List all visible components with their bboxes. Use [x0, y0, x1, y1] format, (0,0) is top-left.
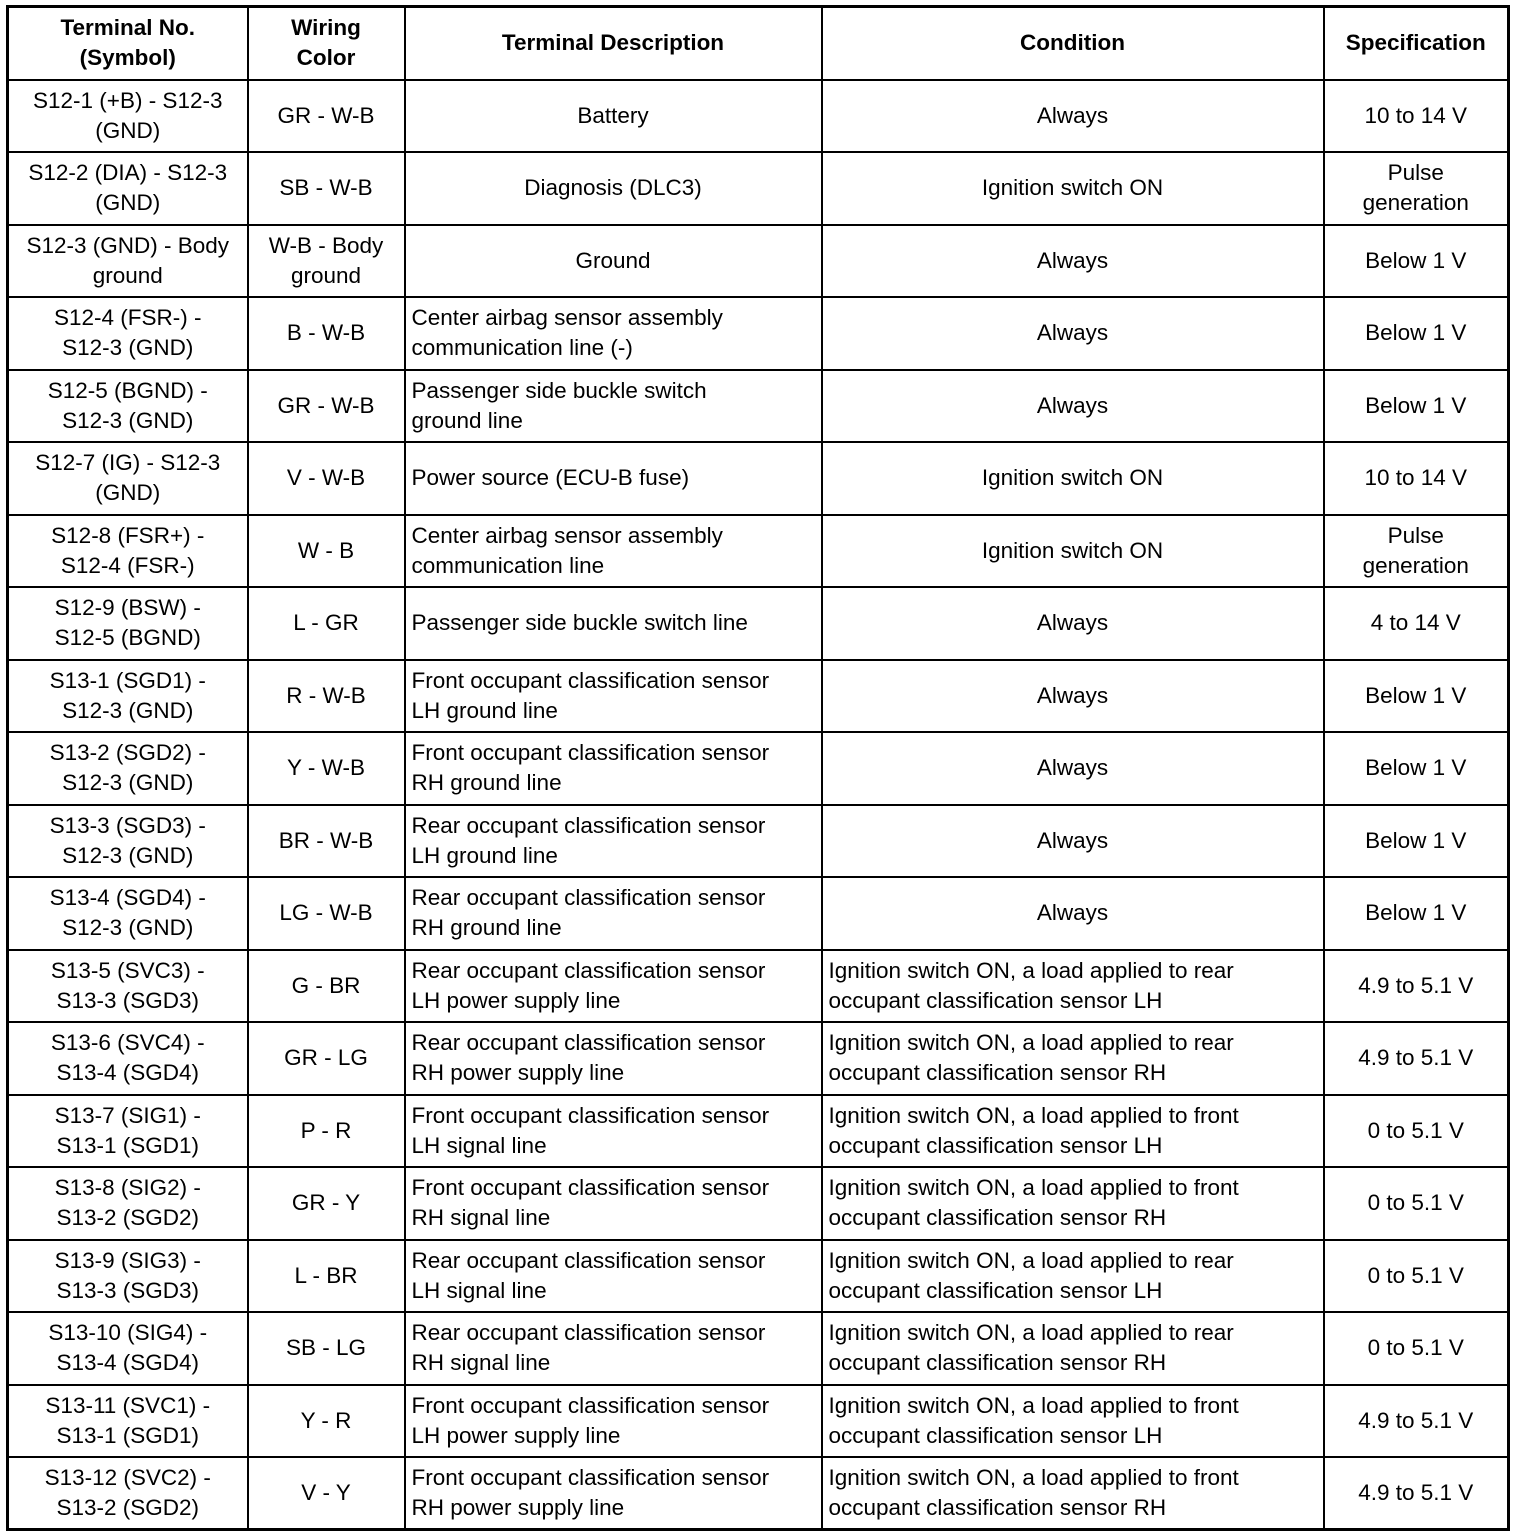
wiring-color-cell — [248, 152, 405, 225]
description-cell — [405, 297, 822, 370]
condition-cell-text: Always — [1036, 900, 1109, 926]
condition-cell — [822, 370, 1324, 443]
table-row — [8, 1095, 1509, 1168]
description-cell-text: Front occupant classification sensor LH ground line — [411, 667, 770, 723]
terminal-cell — [8, 950, 248, 1023]
wiring-color-cell — [248, 587, 405, 660]
wiring-color-cell — [248, 1312, 405, 1385]
terminal-cell — [8, 225, 248, 298]
description-cell — [405, 1167, 822, 1240]
table-row — [8, 732, 1509, 805]
wiring-color-cell-text: G - BR — [291, 972, 361, 998]
wiring-color-cell-text: L - BR — [294, 1262, 358, 1288]
description-cell-text: Rear occupant classification sensor RH signal line — [411, 1320, 766, 1376]
terminal-cell — [8, 587, 248, 660]
header-terminal-description: Terminal Description — [405, 7, 822, 80]
condition-cell-text: Ignition switch ON, a load applied to rear occupant classification sensor LH — [828, 1247, 1234, 1303]
condition-cell-text: Ignition switch ON, a load applied to front occupant classification sensor LH — [828, 1102, 1239, 1158]
specification-cell-text: 0 to 5.1 V — [1367, 1335, 1464, 1361]
specification-cell-text: 10 to 14 V — [1364, 465, 1468, 491]
specification-cell — [1324, 732, 1509, 805]
condition-cell — [822, 297, 1324, 370]
condition-cell — [822, 877, 1324, 950]
terminal-cell-text: S13-12 (SVC2) - S13-2 (SGD2) — [44, 1465, 211, 1520]
condition-cell — [822, 1457, 1324, 1530]
wiring-color-cell — [248, 950, 405, 1023]
wiring-color-cell — [248, 732, 405, 805]
wiring-color-cell-text: SB - W-B — [279, 175, 373, 201]
wiring-color-cell-text: V - Y — [301, 1480, 351, 1505]
table-row — [8, 1167, 1509, 1240]
terminal-cell — [8, 152, 248, 225]
condition-cell-text: Ignition switch ON — [981, 175, 1164, 201]
specification-cell-text: Pulse generation — [1362, 522, 1469, 578]
table-row — [8, 225, 1509, 298]
condition-cell-text: Always — [1036, 755, 1109, 781]
terminal-cell-text: S13-5 (SVC3) - S13-3 (SGD3) — [50, 957, 205, 1013]
specification-cell-text: Below 1 V — [1365, 755, 1467, 781]
description-cell — [405, 1095, 822, 1168]
condition-cell — [822, 1385, 1324, 1458]
terminal-cell — [8, 732, 248, 805]
description-cell-text: Rear occupant classification sensor LH ground line — [411, 812, 766, 868]
description-cell-text: Passenger side buckle switch line — [411, 610, 748, 636]
description-cell — [405, 1022, 822, 1095]
description-cell-text: Front occupant classification sensor RH signal line — [411, 1175, 770, 1231]
table-row — [8, 805, 1509, 878]
header-specification: Specification — [1324, 7, 1509, 80]
specification-cell — [1324, 80, 1509, 153]
wiring-color-cell-text: GR - Y — [291, 1190, 361, 1216]
terminal-cell-text: S12-7 (IG) - S12-3 (GND) — [35, 450, 221, 506]
terminal-cell-text: S13-3 (SGD3) - S12-3 (GND) — [49, 812, 206, 868]
specification-cell-text: 4.9 to 5.1 V — [1358, 1045, 1474, 1071]
specification-cell-text: Below 1 V — [1365, 682, 1467, 708]
specification-cell — [1324, 1167, 1509, 1240]
description-cell-text: Front occupant classification sensor LH signal line — [411, 1102, 770, 1158]
wiring-color-cell — [248, 1022, 405, 1095]
wiring-color-cell — [248, 1385, 405, 1458]
description-cell-text: Battery — [577, 102, 649, 128]
description-cell — [405, 732, 822, 805]
header-row — [8, 7, 1509, 80]
table-row — [8, 152, 1509, 225]
description-cell-text: Power source (ECU-B fuse) — [411, 465, 690, 491]
specification-cell — [1324, 1457, 1509, 1530]
table-row — [8, 515, 1509, 588]
terminal-cell — [8, 1240, 248, 1313]
specification-cell — [1324, 1240, 1509, 1313]
wiring-color-cell-text: BR - W-B — [278, 827, 374, 853]
wiring-color-cell-text: Y - W-B — [287, 755, 365, 781]
table-row — [8, 297, 1509, 370]
condition-cell-text: Ignition switch ON, a load applied to front occupant classification sensor RH — [828, 1175, 1239, 1231]
condition-cell-text: Ignition switch ON, a load applied to rear occupant classification sensor LH — [828, 957, 1234, 1013]
header-terminal: Terminal No. (Symbol) — [8, 7, 248, 80]
wiring-color-cell — [248, 297, 405, 370]
description-cell — [405, 442, 822, 515]
description-cell — [405, 1312, 822, 1385]
condition-cell-text: Always — [1036, 610, 1109, 636]
terminal-cell-text: S12-3 (GND) - Body ground — [26, 232, 230, 288]
wiring-color-cell-text: L - GR — [293, 610, 359, 636]
table-row — [8, 950, 1509, 1023]
description-cell-text: Rear occupant classification sensor LH signal line — [411, 1247, 766, 1303]
wiring-color-cell — [248, 1457, 405, 1530]
wiring-color-cell-text: LG - W-B — [279, 900, 373, 926]
wiring-color-cell-text: B - W-B — [286, 320, 366, 346]
specification-cell — [1324, 950, 1509, 1023]
description-cell-text: Diagnosis (DLC3) — [524, 175, 702, 201]
terminal-cell-text: S12-9 (BSW) - S12-5 (BGND) — [54, 595, 201, 651]
condition-cell — [822, 80, 1324, 153]
specification-cell — [1324, 297, 1509, 370]
table-row — [8, 442, 1509, 515]
description-cell — [405, 152, 822, 225]
terminal-cell — [8, 1167, 248, 1240]
description-cell-text: Front occupant classification sensor RH power supply line — [411, 1465, 770, 1520]
specification-cell-text: Below 1 V — [1365, 247, 1467, 273]
terminal-cell-text: S12-2 (DIA) - S12-3 (GND) — [28, 160, 228, 216]
table-row — [8, 370, 1509, 443]
description-cell-text: Rear occupant classification sensor LH power supply line — [411, 957, 766, 1013]
wiring-color-cell — [248, 1095, 405, 1168]
condition-cell — [822, 515, 1324, 588]
specification-cell-text: 4 to 14 V — [1370, 610, 1461, 636]
condition-cell — [822, 587, 1324, 660]
terminal-cell-text: S12-8 (FSR+) - S12-4 (FSR-) — [51, 522, 205, 578]
condition-cell-text: Always — [1036, 320, 1109, 346]
wiring-color-cell-text: R - W-B — [286, 682, 366, 708]
specification-cell — [1324, 370, 1509, 443]
terminal-cell-text: S13-8 (SIG2) - S13-2 (SGD2) — [54, 1175, 201, 1231]
condition-cell — [822, 1022, 1324, 1095]
specification-cell — [1324, 1385, 1509, 1458]
terminal-cell-text: S13-6 (SVC4) - S13-4 (SGD4) — [50, 1030, 205, 1086]
description-cell — [405, 877, 822, 950]
description-cell-text: Rear occupant classification sensor RH power supply line — [411, 1030, 766, 1086]
header-condition: Condition — [822, 7, 1324, 80]
specification-cell-text: 0 to 5.1 V — [1367, 1190, 1464, 1216]
terminal-cell-text: S13-1 (SGD1) - S12-3 (GND) — [49, 667, 206, 723]
terminal-cell-text: S13-9 (SIG3) - S13-3 (SGD3) — [54, 1247, 201, 1303]
specification-cell — [1324, 515, 1509, 588]
description-cell — [405, 80, 822, 153]
description-cell — [405, 515, 822, 588]
specification-cell-text: Below 1 V — [1365, 900, 1467, 926]
terminal-cell-text: S13-10 (SIG4) - S13-4 (SGD4) — [48, 1320, 208, 1376]
wiring-color-cell-text: W-B - Body ground — [268, 232, 384, 288]
specification-cell-text: 4.9 to 5.1 V — [1358, 972, 1474, 998]
description-cell — [405, 225, 822, 298]
wiring-color-cell — [248, 80, 405, 153]
table-row — [8, 1385, 1509, 1458]
table-row — [8, 1022, 1509, 1095]
table-row — [8, 1312, 1509, 1385]
wiring-color-cell — [248, 225, 405, 298]
description-cell — [405, 1240, 822, 1313]
wiring-color-cell-text: GR - W-B — [277, 392, 375, 418]
terminal-cell — [8, 805, 248, 878]
description-cell-text: Front occupant classification sensor RH ground line — [411, 740, 770, 796]
condition-cell — [822, 1312, 1324, 1385]
condition-cell-text: Always — [1036, 827, 1109, 853]
wiring-color-cell — [248, 877, 405, 950]
description-cell-text: Passenger side buckle switch ground line — [411, 377, 707, 433]
terminal-cell — [8, 80, 248, 153]
condition-cell — [822, 442, 1324, 515]
specification-cell-text: 4.9 to 5.1 V — [1358, 1480, 1474, 1505]
specification-cell — [1324, 1312, 1509, 1385]
wiring-color-cell-text: Y - R — [300, 1407, 352, 1433]
condition-cell-text: Ignition switch ON, a load applied to rear occupant classification sensor RH — [828, 1320, 1234, 1376]
terminal-cell-text: S12-4 (FSR-) - S12-3 (GND) — [53, 305, 202, 361]
terminal-cell — [8, 1385, 248, 1458]
specification-cell-text: Below 1 V — [1365, 827, 1467, 853]
wiring-color-cell — [248, 660, 405, 733]
terminal-cell-text: S13-2 (SGD2) - S12-3 (GND) — [49, 740, 206, 796]
description-cell — [405, 370, 822, 443]
condition-cell — [822, 1095, 1324, 1168]
description-cell — [405, 1385, 822, 1458]
wiring-color-cell-text: P - R — [300, 1117, 352, 1143]
specification-cell-text: Below 1 V — [1365, 320, 1467, 346]
header-wiring-color: Wiring Color — [248, 7, 405, 80]
condition-cell — [822, 152, 1324, 225]
terminal-cell-text: S12-5 (BGND) - S12-3 (GND) — [47, 377, 208, 433]
table-row — [8, 587, 1509, 660]
table-row — [8, 1457, 1509, 1530]
condition-cell-text: Always — [1036, 247, 1109, 273]
specification-cell-text: 10 to 14 V — [1364, 102, 1468, 128]
terminal-cell — [8, 370, 248, 443]
table-row — [8, 80, 1509, 153]
specification-cell — [1324, 660, 1509, 733]
terminal-cell — [8, 515, 248, 588]
condition-cell-text: Ignition switch ON, a load applied to rear occupant classification sensor RH — [828, 1030, 1234, 1086]
wiring-color-cell-text: SB - LG — [285, 1335, 367, 1361]
specification-cell — [1324, 152, 1509, 225]
terminal-cell — [8, 1095, 248, 1168]
wiring-color-cell — [248, 515, 405, 588]
condition-cell-text: Ignition switch ON, a load applied to front occupant classification sensor RH — [828, 1465, 1239, 1520]
specification-cell — [1324, 225, 1509, 298]
specification-cell — [1324, 877, 1509, 950]
specification-cell — [1324, 1095, 1509, 1168]
terminal-cell — [8, 660, 248, 733]
description-cell — [405, 660, 822, 733]
condition-cell — [822, 1240, 1324, 1313]
wiring-color-cell-text: GR - W-B — [277, 102, 375, 128]
description-cell — [405, 587, 822, 660]
condition-cell — [822, 732, 1324, 805]
terminal-cell-text: S13-7 (SIG1) - S13-1 (SGD1) — [54, 1102, 201, 1158]
wiring-color-cell — [248, 1240, 405, 1313]
description-cell-text: Center airbag sensor assembly communication line — [411, 522, 723, 578]
terminal-cell-text: S12-1 (+B) - S12-3 (GND) — [33, 87, 223, 143]
terminal-cell — [8, 1457, 248, 1530]
condition-cell — [822, 1167, 1324, 1240]
specification-cell-text: Below 1 V — [1365, 392, 1467, 418]
condition-cell — [822, 805, 1324, 878]
wiring-color-cell — [248, 442, 405, 515]
specification-cell — [1324, 1022, 1509, 1095]
wiring-color-cell — [248, 370, 405, 443]
description-cell-text: Rear occupant classification sensor RH ground line — [411, 885, 766, 941]
specification-cell-text: 0 to 5.1 V — [1367, 1117, 1464, 1143]
specification-cell — [1324, 442, 1509, 515]
specification-cell — [1324, 587, 1509, 660]
condition-cell-text: Ignition switch ON — [981, 537, 1164, 563]
terminal-cell-text: S13-4 (SGD4) - S12-3 (GND) — [49, 885, 206, 941]
wiring-color-cell — [248, 805, 405, 878]
condition-cell — [822, 660, 1324, 733]
wiring-color-cell-text: W - B — [297, 537, 355, 563]
terminal-cell-text: S13-11 (SVC1) - S13-1 (SGD1) — [45, 1392, 211, 1448]
description-cell-text: Center airbag sensor assembly communication line (-) — [411, 305, 723, 361]
table-row — [8, 660, 1509, 733]
specification-cell — [1324, 805, 1509, 878]
specification-cell-text: 4.9 to 5.1 V — [1358, 1407, 1474, 1433]
wiring-color-cell-text: GR - LG — [284, 1045, 368, 1071]
wiring-color-cell — [248, 1167, 405, 1240]
condition-cell-text: Always — [1036, 392, 1109, 418]
condition-cell-text: Always — [1036, 682, 1109, 708]
condition-cell — [822, 950, 1324, 1023]
table-row — [8, 1240, 1509, 1313]
terminal-cell — [8, 1312, 248, 1385]
terminal-cell — [8, 297, 248, 370]
terminal-spec-table — [6, 5, 1510, 1531]
condition-cell-text: Always — [1036, 102, 1109, 128]
specification-cell-text: Pulse generation — [1362, 160, 1469, 216]
specification-cell-text: 0 to 5.1 V — [1367, 1262, 1464, 1288]
description-cell-text: Ground — [575, 247, 651, 273]
table-row — [8, 877, 1509, 950]
terminal-cell — [8, 442, 248, 515]
condition-cell-text: Ignition switch ON, a load applied to front occupant classification sensor LH — [828, 1392, 1239, 1448]
condition-cell — [822, 225, 1324, 298]
description-cell — [405, 950, 822, 1023]
description-cell — [405, 805, 822, 878]
condition-cell-text: Ignition switch ON — [981, 465, 1164, 491]
description-cell — [405, 1457, 822, 1530]
terminal-cell — [8, 1022, 248, 1095]
terminal-cell — [8, 877, 248, 950]
description-cell-text: Front occupant classification sensor LH power supply line — [411, 1392, 770, 1448]
wiring-color-cell-text: V - W-B — [286, 465, 366, 491]
